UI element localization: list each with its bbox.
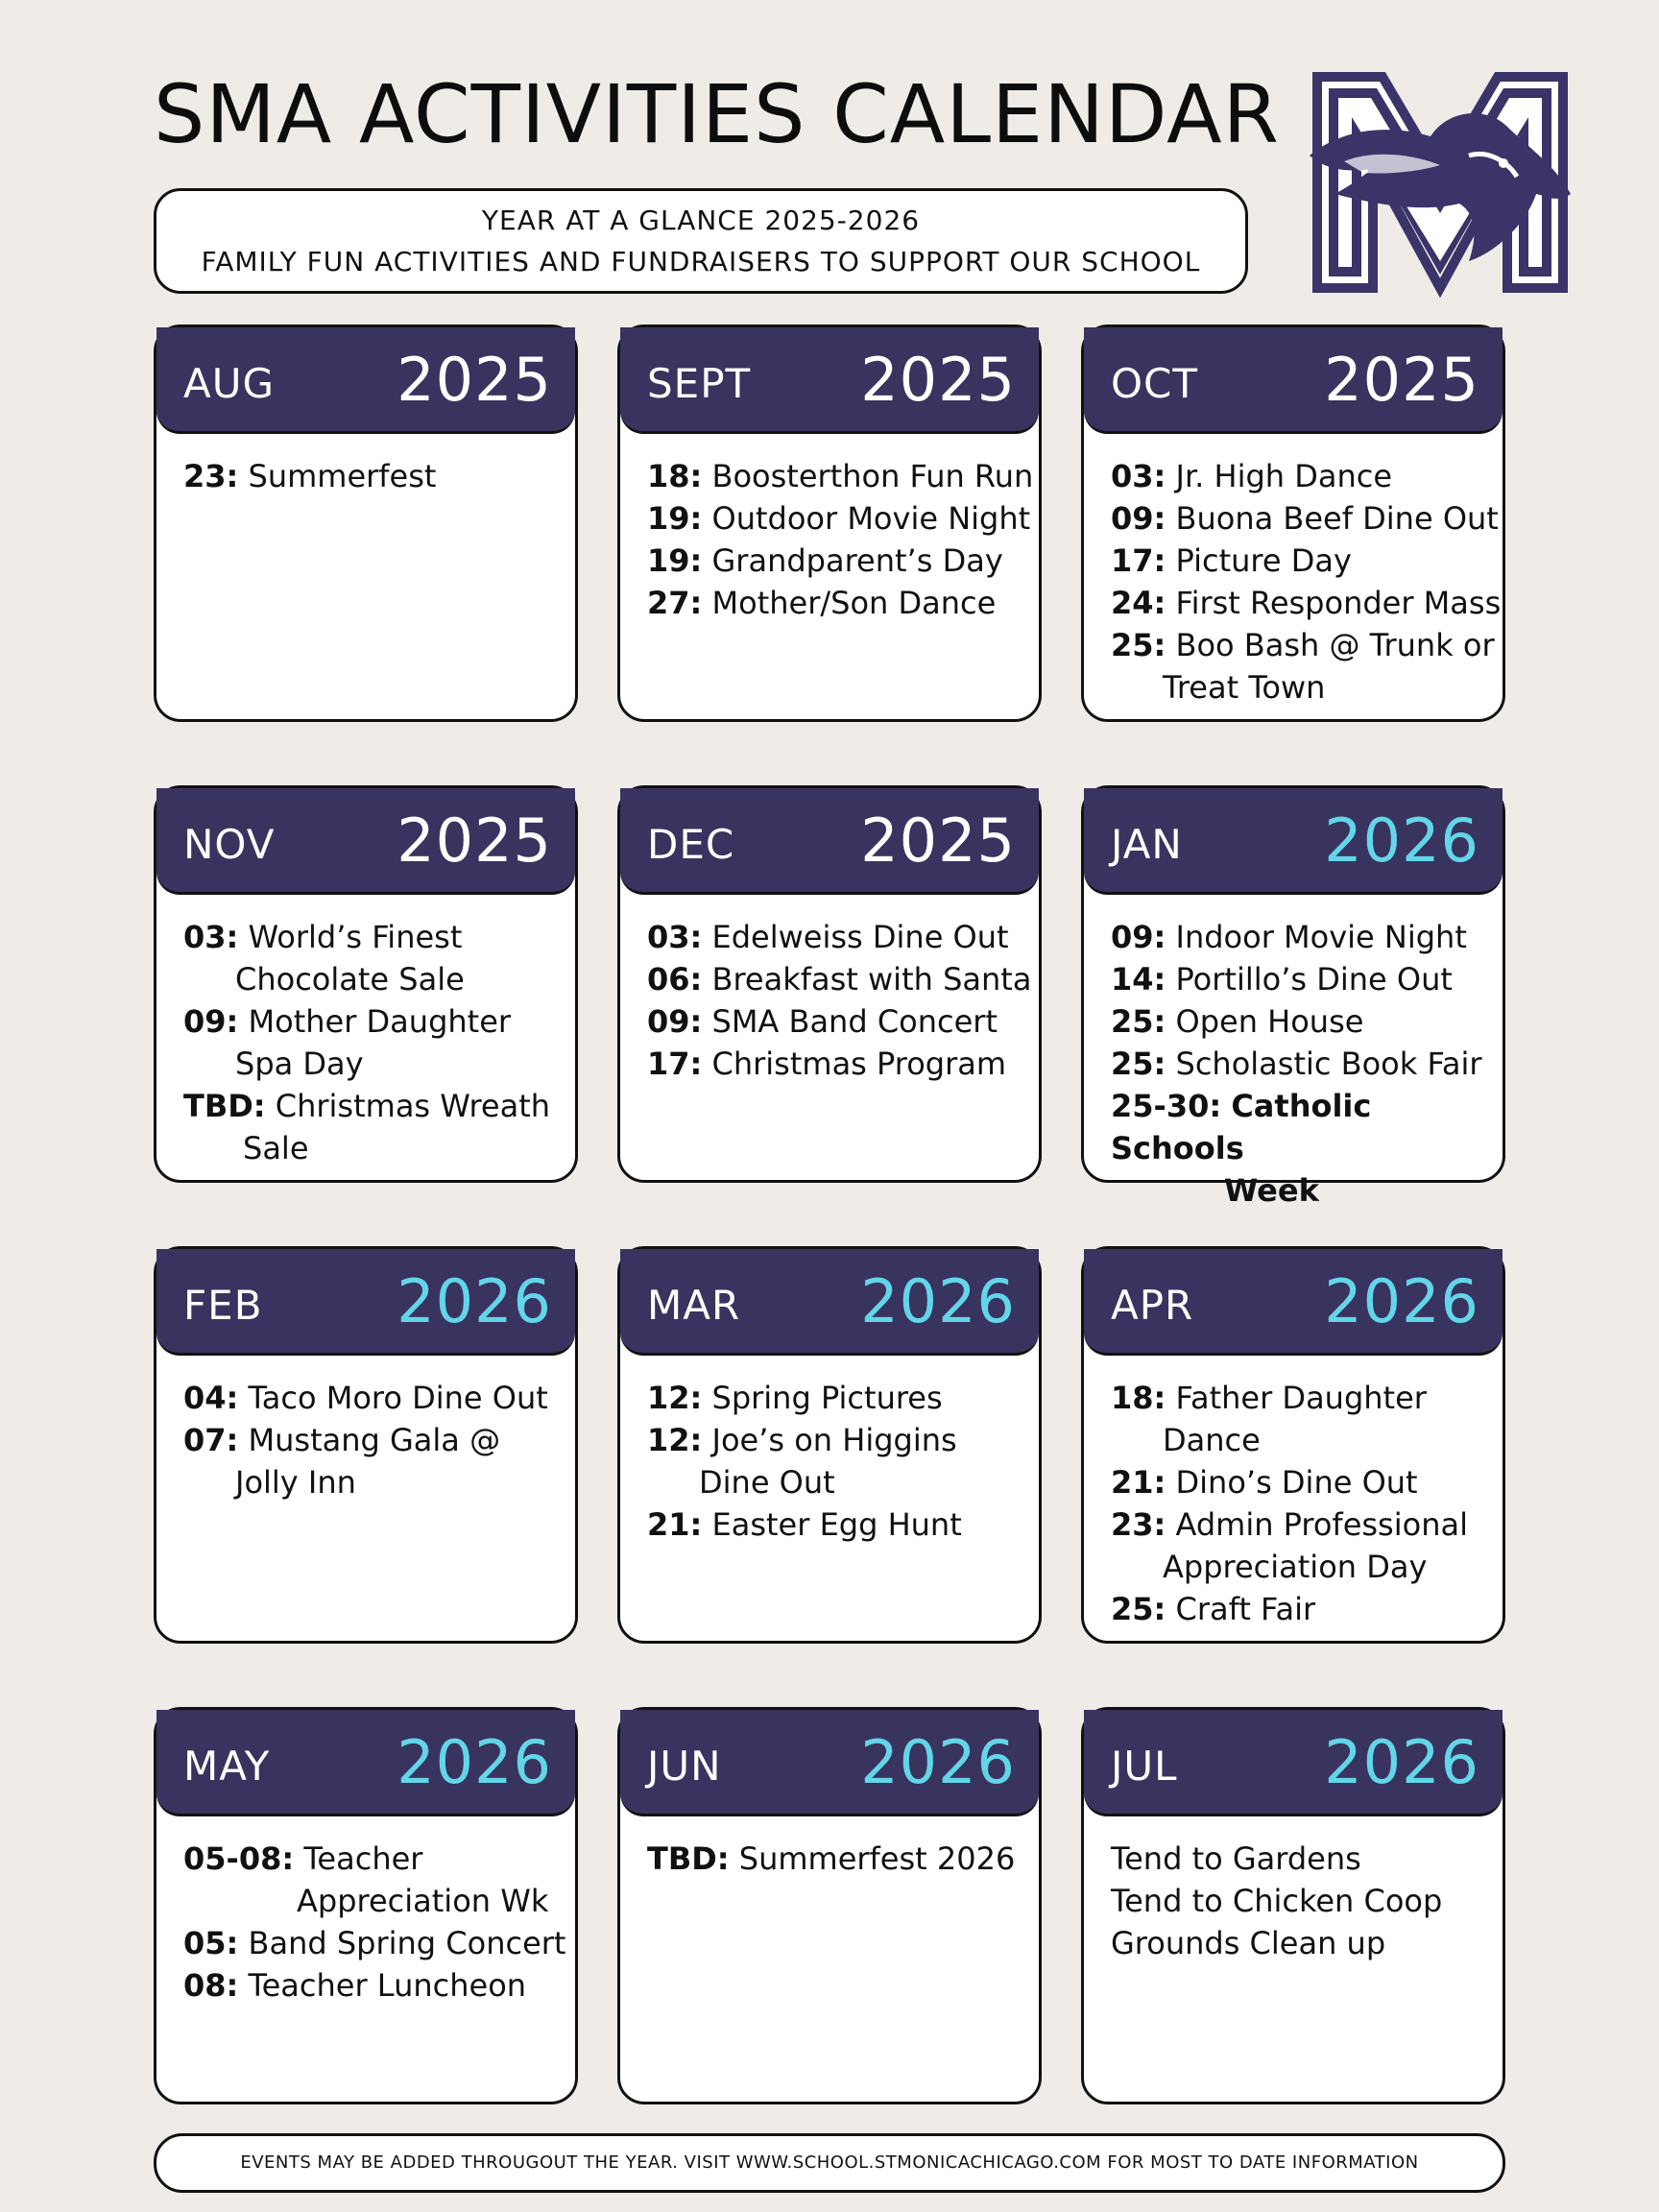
event-date: 03: [183, 919, 239, 955]
event-title: Admin Professional [1175, 1506, 1468, 1543]
month-card-jun [617, 1707, 1042, 2104]
event-date: 18: [1111, 1380, 1166, 1416]
month-card-jul [1081, 1707, 1505, 2104]
event-date: 09: [1111, 500, 1166, 537]
month-header [1084, 327, 1503, 434]
event-title: Dino’s Dine Out [1175, 1464, 1418, 1501]
subtitle-banner [154, 188, 1248, 294]
subtitle-line-1: YEAR AT A GLANCE 2025-2026 [481, 204, 921, 236]
year-label: 2025 [397, 805, 552, 876]
year-label: 2026 [1324, 1727, 1479, 1797]
event-date: 03: [647, 919, 703, 955]
event-date: 12: [647, 1380, 703, 1416]
event-date: 04: [183, 1380, 239, 1416]
event-title: Boosterthon Fun Run [711, 458, 1034, 494]
event-title-continued: Appreciation Wk [297, 1883, 549, 1919]
event-item [183, 1085, 575, 1169]
footer-notice: EVENTS MAY BE ADDED THROUGOUT THE YEAR. VISIT WWW.SCHOOL.STMONICACHICAGO.COM FOR MOST TO DATE INFORMATION [154, 2133, 1505, 2193]
event-item [183, 1377, 575, 1419]
event-date: 23: [1111, 1506, 1166, 1543]
event-list [620, 1816, 1039, 1880]
event-date: 12: [647, 1422, 703, 1458]
month-header [620, 788, 1039, 895]
month-card-apr [1081, 1246, 1505, 1644]
month-header [620, 1249, 1039, 1356]
event-list [620, 434, 1039, 624]
event-title: Grounds Clean up [1111, 1925, 1386, 1961]
event-title: Mother Daughter [248, 1003, 512, 1040]
event-date: 09: [647, 1003, 703, 1040]
event-item [183, 1000, 575, 1085]
month-header [1084, 1710, 1503, 1816]
month-label: MAR [647, 1282, 741, 1329]
event-list [1084, 895, 1503, 1212]
event-title: Joe’s on Higgins [711, 1422, 957, 1458]
event-title: Teacher [303, 1840, 423, 1877]
event-title: Mother/Son Dance [711, 585, 997, 621]
month-header [620, 1710, 1039, 1816]
event-title-continued: Dine Out [699, 1464, 835, 1501]
event-title: Band Spring Concert [248, 1925, 566, 1961]
event-date: 07: [183, 1422, 239, 1458]
event-title-continued: Appreciation Day [1163, 1549, 1428, 1585]
event-title: Outdoor Movie Night [711, 500, 1031, 537]
event-title: Indoor Movie Night [1175, 919, 1467, 955]
event-list [156, 434, 575, 497]
month-label: FEB [183, 1282, 263, 1329]
event-date: 21: [647, 1506, 703, 1543]
year-label: 2026 [397, 1266, 552, 1336]
event-item [183, 1838, 575, 1922]
month-header [156, 1249, 575, 1356]
event-list [1084, 1816, 1503, 1964]
event-list [620, 895, 1039, 1085]
event-date: 25: [1111, 1591, 1166, 1627]
event-list [156, 1356, 575, 1503]
event-date: 24: [1111, 585, 1166, 621]
month-card-nov [154, 785, 578, 1183]
event-title: Catholic Schools [1111, 1088, 1372, 1166]
event-date: 19: [647, 542, 703, 579]
event-item [1111, 1377, 1503, 1461]
event-item [1111, 1043, 1503, 1085]
month-card-feb [154, 1246, 578, 1644]
event-title: Scholastic Book Fair [1175, 1046, 1482, 1082]
month-card-may [154, 1707, 578, 2104]
event-title: Father Daughter [1175, 1380, 1427, 1416]
event-date: 08: [183, 1967, 239, 2004]
event-title: Portillo’s Dine Out [1175, 961, 1453, 998]
event-item [1111, 958, 1503, 1000]
event-title: Christmas Wreath [275, 1088, 551, 1124]
event-date: 27: [647, 585, 703, 621]
page-title: SMA ACTIVITIES CALENDAR [154, 67, 1280, 161]
event-item [1111, 582, 1503, 624]
event-date: 25: [1111, 627, 1166, 663]
event-title: First Responder Mass [1175, 585, 1502, 621]
event-item [1111, 455, 1503, 497]
event-item [183, 1922, 575, 1964]
event-item [647, 1419, 1039, 1503]
event-title: Edelweiss Dine Out [711, 919, 1009, 955]
event-list [156, 895, 575, 1169]
event-title-continued: Jolly Inn [235, 1464, 356, 1501]
event-title: Buona Beef Dine Out [1175, 500, 1499, 537]
event-title-continued: Spa Day [235, 1046, 364, 1082]
month-card-aug [154, 325, 578, 722]
month-header [1084, 1249, 1503, 1356]
month-label: SEPT [647, 360, 752, 407]
event-item [647, 1503, 1039, 1546]
month-label: JUN [647, 1743, 722, 1790]
event-title: Easter Egg Hunt [711, 1506, 962, 1543]
year-label: 2025 [860, 345, 1016, 415]
event-title-continued: Treat Town [1163, 669, 1326, 706]
month-header [156, 1710, 575, 1816]
event-item [647, 582, 1039, 624]
event-title-continued: Sale [243, 1130, 309, 1166]
month-label: JAN [1111, 821, 1183, 868]
event-title: Teacher Luncheon [248, 1967, 527, 2004]
month-label: JUL [1111, 1743, 1178, 1790]
event-item [647, 1377, 1039, 1419]
event-date: 14: [1111, 961, 1166, 998]
year-label: 2026 [397, 1727, 552, 1797]
subtitle-line-2: FAMILY FUN ACTIVITIES AND FUNDRAISERS TO SUPPORT OUR SCHOOL [201, 246, 1201, 277]
event-date: 05: [183, 1925, 239, 1961]
event-title: Mustang Gala @ [248, 1422, 501, 1458]
event-item [1111, 916, 1503, 958]
month-label: NOV [183, 821, 276, 868]
month-label: MAY [183, 1743, 271, 1790]
year-label: 2025 [1324, 345, 1479, 415]
month-label: DEC [647, 821, 735, 868]
event-title: Open House [1175, 1003, 1364, 1040]
mustang-m-logo-icon [1306, 69, 1575, 300]
event-title: Tend to Chicken Coop [1111, 1883, 1443, 1919]
year-label: 2026 [1324, 805, 1479, 876]
event-title: Summerfest [248, 458, 437, 494]
month-header [1084, 788, 1503, 895]
event-title: Boo Bash @ Trunk or [1175, 627, 1495, 663]
year-label: 2025 [860, 805, 1016, 876]
event-date: 09: [183, 1003, 239, 1040]
event-title: Spring Pictures [711, 1380, 943, 1416]
event-title: Christmas Program [711, 1046, 1007, 1082]
event-title: Jr. High Dance [1175, 458, 1393, 494]
event-item [183, 455, 575, 497]
event-title: Tend to Gardens [1111, 1840, 1361, 1877]
event-date: 03: [1111, 458, 1166, 494]
month-card-mar [617, 1246, 1042, 1644]
month-label: OCT [1111, 360, 1199, 407]
event-title: Picture Day [1175, 542, 1352, 579]
year-label: 2026 [1324, 1266, 1479, 1336]
event-date: 06: [647, 961, 703, 998]
event-item [1111, 1085, 1503, 1212]
event-date: 21: [1111, 1464, 1166, 1501]
month-card-jan [1081, 785, 1505, 1209]
month-label: APR [1111, 1282, 1194, 1329]
event-item [183, 1964, 575, 2007]
event-item [1111, 1838, 1503, 1880]
event-list [156, 1816, 575, 2007]
event-title: Summerfest 2026 [738, 1840, 1016, 1877]
month-card-dec [617, 785, 1042, 1183]
event-title: Taco Moro Dine Out [248, 1380, 548, 1416]
event-item [1111, 1922, 1503, 1964]
event-title-continued: Chocolate Sale [235, 961, 465, 998]
month-header [156, 327, 575, 434]
event-date: TBD: [647, 1840, 730, 1877]
event-date: 25-30: [1111, 1088, 1222, 1124]
event-date: 25: [1111, 1003, 1166, 1040]
event-title-continued: Dance [1163, 1422, 1261, 1458]
event-list [1084, 1356, 1503, 1630]
event-item [183, 916, 575, 1000]
event-date: 18: [647, 458, 703, 494]
event-item [647, 958, 1039, 1000]
event-date: 17: [1111, 542, 1166, 579]
event-title: Grandparent’s Day [711, 542, 1003, 579]
month-label: AUG [183, 360, 276, 407]
year-label: 2025 [397, 345, 552, 415]
event-title: SMA Band Concert [711, 1003, 998, 1040]
event-item [647, 1000, 1039, 1043]
year-label: 2026 [860, 1266, 1016, 1336]
event-title: World’s Finest [248, 919, 463, 955]
year-label: 2026 [860, 1727, 1016, 1797]
event-title: Craft Fair [1175, 1591, 1316, 1627]
event-item [647, 497, 1039, 540]
event-item [647, 540, 1039, 582]
event-title-continued: Week [1224, 1172, 1319, 1209]
event-title: Breakfast with Santa [711, 961, 1032, 998]
event-item [647, 455, 1039, 497]
event-list [1084, 434, 1503, 709]
event-item [1111, 624, 1503, 709]
event-date: 23: [183, 458, 239, 494]
svg-text:S: S [1557, 204, 1569, 224]
event-date: 09: [1111, 919, 1166, 955]
event-item [1111, 540, 1503, 582]
month-card-sept [617, 325, 1042, 722]
event-item [1111, 1880, 1503, 1922]
event-item [1111, 1503, 1503, 1588]
event-date: 19: [647, 500, 703, 537]
month-header [156, 788, 575, 895]
event-item [647, 916, 1039, 958]
event-item [647, 1838, 1039, 1880]
event-date: 05-08: [183, 1840, 295, 1877]
event-item [1111, 1000, 1503, 1043]
event-date: TBD: [183, 1088, 266, 1124]
event-date: 17: [647, 1046, 703, 1082]
event-item [183, 1419, 575, 1503]
month-header [620, 327, 1039, 434]
event-list [620, 1356, 1039, 1546]
month-card-oct [1081, 325, 1505, 722]
event-date: 25: [1111, 1046, 1166, 1082]
event-item [1111, 1461, 1503, 1503]
event-item [647, 1043, 1039, 1085]
event-item [1111, 497, 1503, 540]
event-item [1111, 1588, 1503, 1630]
